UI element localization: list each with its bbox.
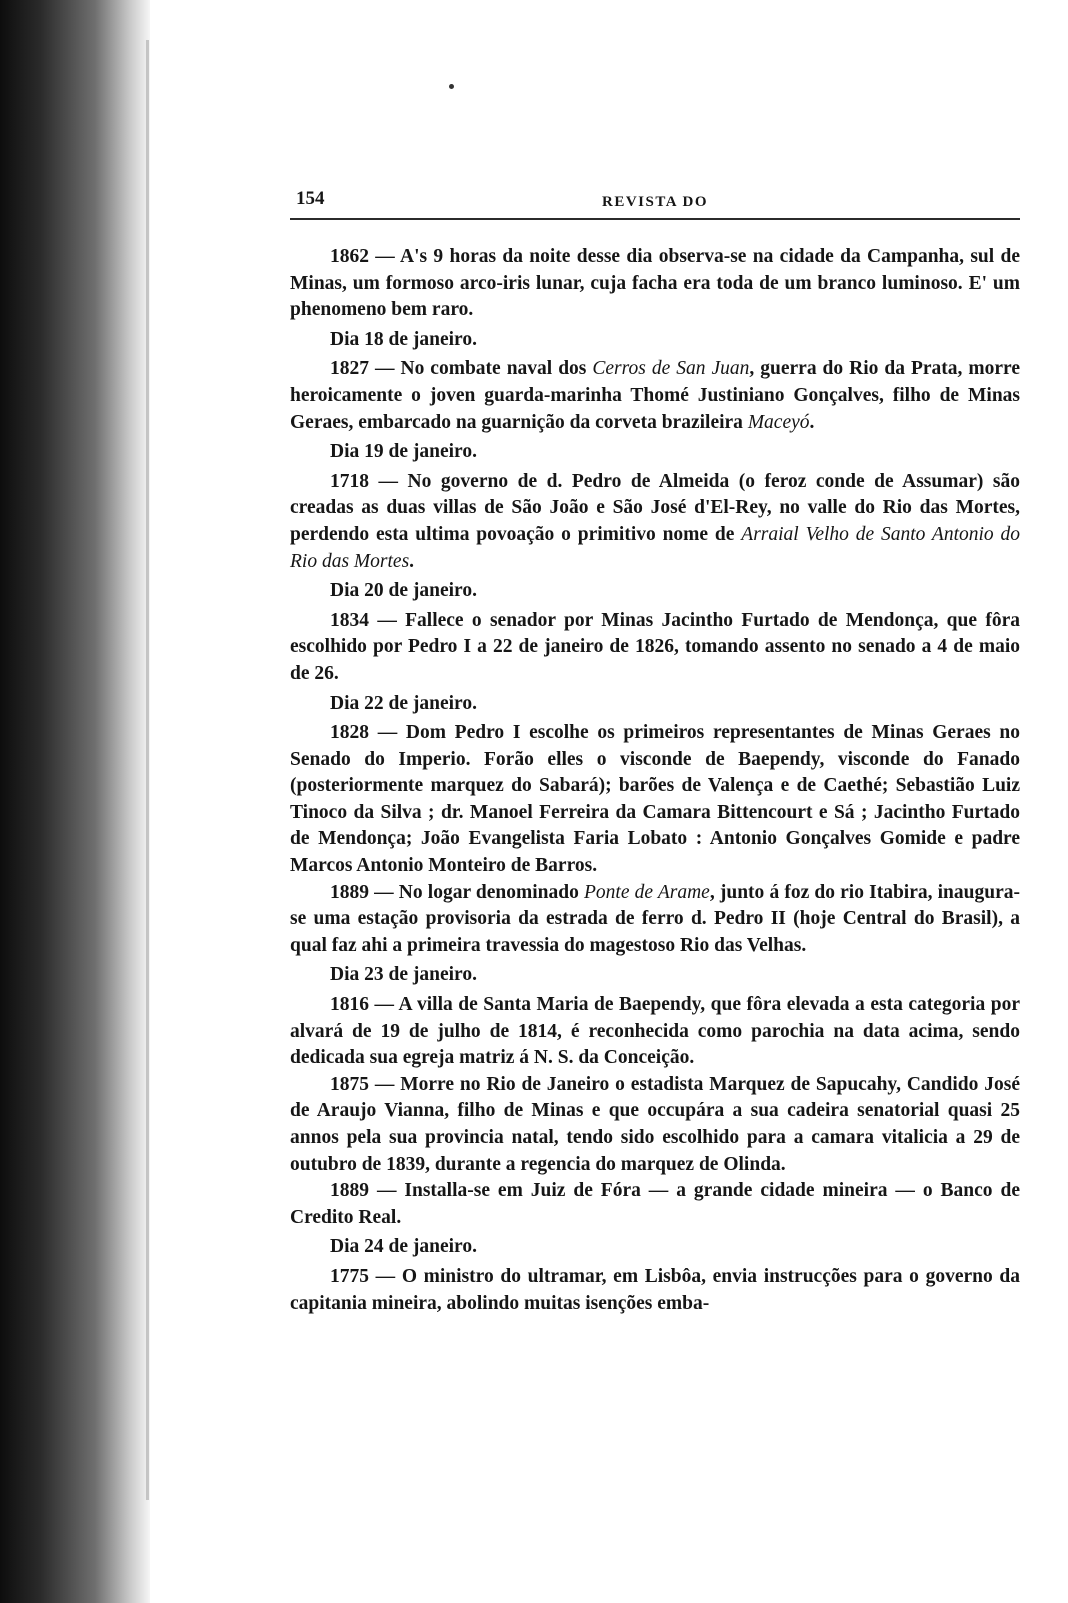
day-heading-20: Dia 20 de janeiro.	[330, 580, 477, 602]
entry-text: — No logar denominado	[369, 881, 585, 903]
running-head: REVISTA DO	[602, 194, 708, 210]
entry-year: 1862	[330, 246, 369, 267]
entry-text: .	[809, 411, 815, 433]
book-page	[290, 188, 1020, 1317]
entry-italic-text: Ponte de Arame	[584, 881, 710, 903]
entry-1834	[290, 608, 1020, 688]
entry-year: 1889	[330, 1180, 369, 1202]
entry-text: — A villa de Santa Maria de Baependy, que fôra elevada a esta categoria por alvará de 19 de julho de 1814, é reconhecida como parochia na data acima, sendo dedicada sua egreja matriz á N. S. da Conceição.	[290, 994, 1020, 1069]
entry-year: 1828	[330, 722, 369, 744]
entry-1816	[290, 992, 1020, 1072]
page-edge	[146, 40, 149, 1500]
entry-1718	[290, 469, 1020, 575]
entry-italic-text: Maceyó	[747, 411, 810, 433]
entry-italic-text: Arraial Velho de Santo Antonio do Rio das Mortes	[290, 523, 1021, 572]
entry-text: — Installa-se em Juiz de Fóra — a grande cidade mineira — o Banco de Credito Real.	[290, 1180, 1020, 1228]
entry-1889-ponte	[290, 880, 1020, 960]
entry-1875	[290, 1072, 1020, 1178]
page-number: 154	[296, 188, 325, 209]
entry-year: 1875	[330, 1073, 369, 1095]
page-body	[290, 244, 1020, 1317]
page-header	[290, 188, 1020, 220]
entry-text: — A's 9 horas da noite desse dia observa-se na cidade da Campanha, sul de Minas, um formoso arco-iris lunar, cuja facha era toda de um branco luminoso. E' um phenomeno bem raro.	[290, 246, 1020, 321]
day-heading-18: Dia 18 de janeiro.	[330, 328, 477, 350]
day-heading-22: Dia 22 de janeiro.	[330, 692, 477, 714]
day-heading-19: Dia 19 de janeiro.	[330, 441, 477, 463]
entry-text: , junto á foz do rio Itabira, inaugura-se uma estação provisoria da estrada de ferro d. Pedro II (hoje Central do Brasil), a qual faz ahi a primeira travessia do magestoso Rio das Velhas.	[290, 881, 1020, 956]
entry-1775	[290, 1264, 1020, 1317]
entry-year: 1827	[330, 358, 369, 380]
entry-1862	[290, 244, 1020, 324]
entry-year: 1816	[330, 994, 369, 1016]
scan-speck	[449, 84, 454, 89]
book-binding-shadow	[0, 0, 150, 1603]
entry-year: 1775	[330, 1265, 369, 1287]
entry-year: 1718	[330, 470, 369, 492]
entry-text: — O ministro do ultramar, em Lisbôa, envia instrucções para o governo da capitania mineira, abolindo muitas isenções emba-	[290, 1265, 1020, 1314]
entry-year: 1834	[330, 609, 369, 631]
day-heading-24: Dia 24 de janeiro.	[330, 1236, 477, 1258]
entry-text: — No governo de d. Pedro de Almeida (o feroz conde de Assumar) são creadas as duas villas de São João e São José d'El-Rey, no valle do Rio das Mortes, perdendo esta ultima povoação o primitivo nome de	[290, 470, 1020, 545]
entry-text: — Fallece o senador por Minas Jacintho Furtado de Mendonça, que fôra escolhido por Pedro I a 22 de janeiro de 1826, tomando assento no senado a 4 de maio de 26.	[290, 609, 1020, 684]
entry-text: — No combate naval dos	[369, 358, 593, 380]
entry-italic-text: Cerros de San Juan	[592, 358, 750, 380]
entry-1827	[290, 356, 1020, 436]
entry-text: , guerra do Rio da Prata, morre heroicamente o joven guarda-marinha Thomé Justiniano Gonçalves, filho de Minas Geraes, embarcado na guarnição da corveta brazileira	[290, 358, 1021, 433]
entry-1828	[290, 720, 1020, 880]
entry-year: 1889	[330, 881, 369, 903]
entry-1889-banco	[290, 1178, 1020, 1231]
entry-text: — Dom Pedro I escolhe os primeiros representantes de Minas Geraes no Senado do Imperio. Forão elles o visconde de Baependy, visconde do Fanado (posteriormente marquez do Sabará); barões de Valença e de Caethé; Sebastião Luiz Tinoco da Silva ; dr. Manoel Ferreira da Camara Bittencourt e Sá ; Jacintho Furtado de Mendonça; João Evangelista Faria Lobato : Antonio Gonçalves Gomide e padre Marcos Antonio Monteiro de Barros.	[290, 722, 1020, 877]
entry-text: .	[409, 550, 415, 572]
day-heading-23: Dia 23 de janeiro.	[330, 964, 477, 986]
entry-text: — Morre no Rio de Janeiro o estadista Marquez de Sapucahy, Candido José de Araujo Vianna, filho de Minas e que occupára a sua cadeira senatorial quasi 25 annos pela sua provincia natal, tendo sido escolhido para a camara vitalicia a 29 de outubro de 1839, durante a regencia do marquez de Olinda.	[290, 1073, 1020, 1175]
